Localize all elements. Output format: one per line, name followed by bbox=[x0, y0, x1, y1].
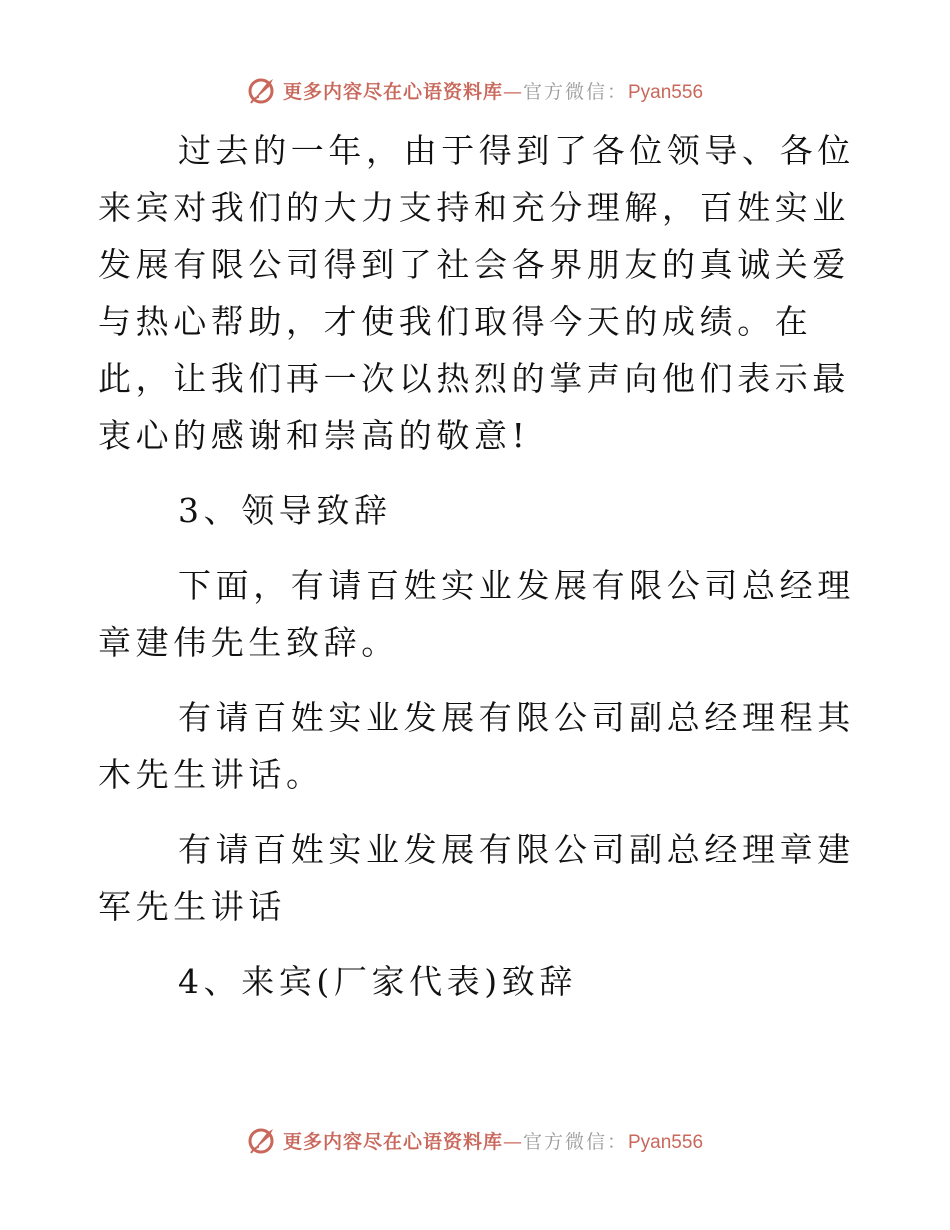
footer-banner bbox=[0, 1120, 950, 1160]
footer-banner-wechat-id: Pyan556 bbox=[628, 1131, 704, 1153]
footer-banner-wechat-label: 官方微信： bbox=[522, 1130, 628, 1153]
header-banner-wechat-id: Pyan556 bbox=[628, 81, 704, 103]
paragraph-deputy-gm-2-speech: 有请百姓实业发展有限公司副总经理章建军先生讲话 bbox=[98, 830, 855, 926]
footer-banner-dash: — bbox=[502, 1130, 523, 1153]
footer-banner-text bbox=[283, 1127, 703, 1154]
brush-logo-icon bbox=[247, 75, 277, 105]
header-banner-wechat-label: 官方微信： bbox=[522, 80, 628, 103]
header-banner bbox=[0, 70, 950, 110]
section-heading-guest-speech: 4、来宾(厂家代表)致辞 bbox=[178, 962, 577, 1001]
header-banner-title: 更多内容尽在心语资料库 bbox=[282, 80, 503, 103]
header-banner-text bbox=[283, 77, 703, 104]
header-banner-dash: — bbox=[502, 80, 523, 103]
paragraph-thanks: 过去的一年，由于得到了各位领导、各位来宾对我们的大力支持和充分理解，百姓实业发展有限公司得到了社会各界朋友的真诚关爱与热心帮助，才使我们取得今天的成绩。在此，让我们再一次以热烈的掌声向他们表示最衷心的感谢和崇高的敬意! bbox=[98, 131, 855, 455]
footer-banner-title: 更多内容尽在心语资料库 bbox=[282, 1130, 503, 1153]
paragraph-deputy-gm-1-speech: 有请百姓实业发展有限公司副总经理程其木先生讲话。 bbox=[98, 698, 855, 794]
paragraph-gm-speech: 下面，有请百姓实业发展有限公司总经理章建伟先生致辞。 bbox=[98, 566, 855, 662]
brush-logo-icon bbox=[247, 1125, 277, 1155]
section-heading-leader-speech: 3、领导致辞 bbox=[178, 491, 392, 530]
document-body bbox=[98, 122, 858, 1010]
